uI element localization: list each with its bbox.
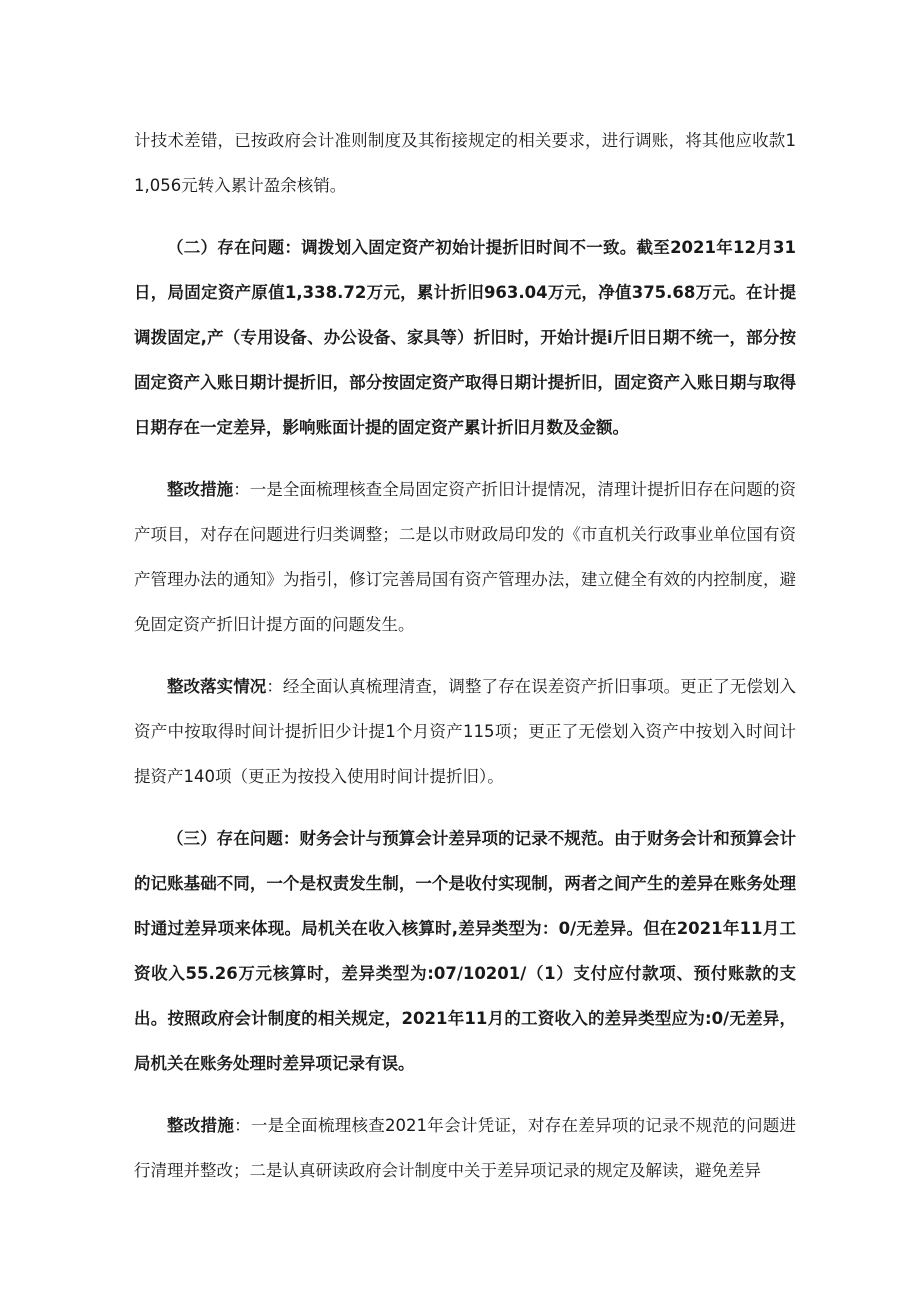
paragraph-issue-3 (134, 816, 796, 1086)
paragraph-measures-3 (134, 1103, 796, 1193)
paragraph-text: （三）存在问题：财务会计与预算会计差异项的记录不规范。由于财务会计和预算会计的记账基础不同，一个是权责发生制，一个是收付实现制，两者之间产生的差异在账务处理时通过差异项来体现。局机关在收入核算时,差异类型为：0/无差异。但在2021年11月工资收入55.26万元核算时，差异类型为:07/10201/（1）支付应付款项、预付账款的支出。按照政府会计制度的相关规定，2021年11月的工资收入的差异类型应为:0/无差异，局机关在账务处理时差异项记录有误。 (134, 829, 796, 1073)
paragraph-text: ：一是全面梳理核查2021年会计凭证，对存在差异项的记录不规范的问题进行清理并整改；二是认真研读政府会计制度中关于差异项记录的规定及解读，避免差异 (134, 1116, 796, 1180)
paragraph-measures-2 (134, 467, 796, 647)
paragraph-text: ：一是全面梳理核查全局固定资产折旧计提情况，清理计提折旧存在问题的资产项目，对存在问题进行归类调整；二是以市财政局印发的《市直机关行政事业单位国有资产管理办法的通知》为指引，修订完善局国有资产管理办法，建立健全有效的内控制度，避免固定资产折旧计提方面的问题发生。 (134, 480, 797, 634)
paragraph-lead: 整改措施 (167, 1116, 235, 1135)
paragraph-continuation (134, 118, 796, 208)
paragraph-issue-2 (134, 225, 796, 450)
paragraph-lead: 整改措施 (167, 480, 234, 499)
paragraph-text: ：经全面认真梳理清查，调整了存在误差资产折旧事项。更正了无偿划入资产中按取得时间计提折旧少计提1个月资产115项；更正了无偿划入资产中按划入时间计提资产140项（更正为按投入使用时间计提折旧）。 (134, 677, 797, 786)
paragraph-text: 计技术差错，已按政府会计准则制度及其衔接规定的相关要求，进行调账，将其他应收款11,056元转入累计盈余核销。 (134, 131, 796, 195)
paragraph-implementation-2 (134, 664, 796, 799)
paragraph-lead: 整改落实情况 (167, 677, 267, 696)
paragraph-text: （二）存在问题：调拨划入固定资产初始计提折旧时间不一致。截至2021年12月31日，局固定资产原值1,338.72万元，累计折旧963.04万元，净值375.68万元。在计提调拨固定,产（专用设备、办公设备、家具等）折旧时，开始计提i斤旧日期不统一，部分按固定资产入账日期计提折旧，部分按固定资产取得日期计提折旧，固定资产入账日期与取得日期存在一定差异，影响账面计提的固定资产累计折旧月数及金额。 (134, 238, 796, 437)
